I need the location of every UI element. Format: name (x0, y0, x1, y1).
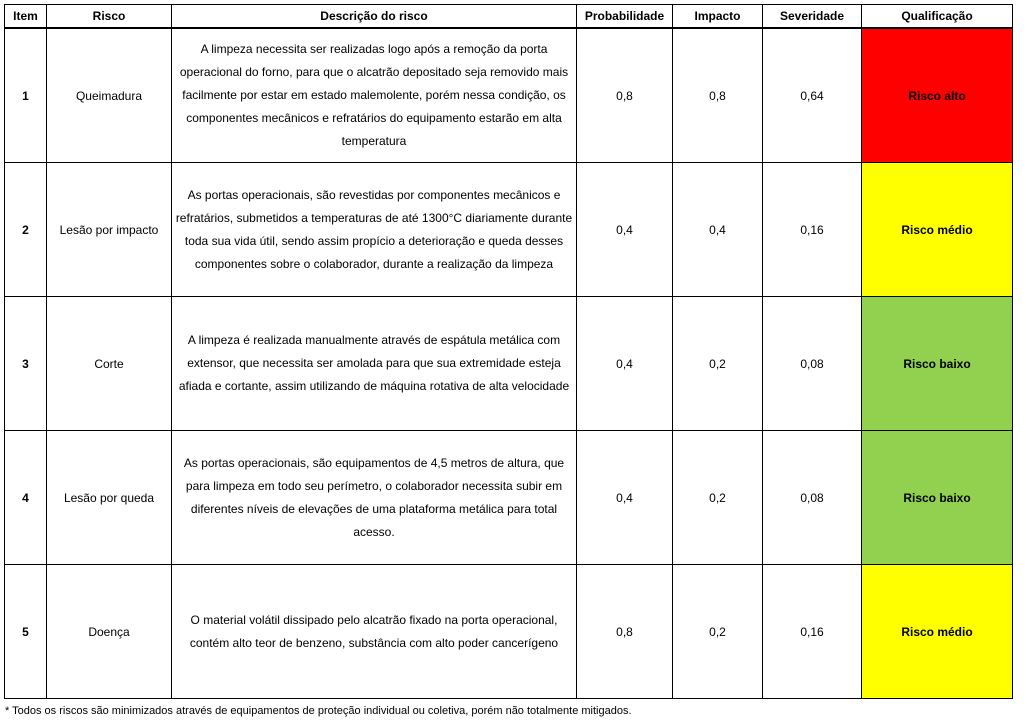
cell-severidade: 0,64 (763, 28, 862, 163)
cell-risco: Corte (47, 297, 172, 431)
cell-qualificacao: Risco baixo (862, 297, 1013, 431)
table-row (5, 28, 1013, 163)
header-risco: Risco (47, 5, 172, 29)
cell-descricao: As portas operacionais, são equipamentos de 4,5 metros de altura, que para limpeza em todo seu perímetro, o colaborador necessita subir em diferentes níveis de elevações de uma plataforma metálica para total acesso. (172, 431, 577, 565)
cell-risco: Doença (47, 565, 172, 699)
cell-impacto: 0,2 (673, 565, 763, 699)
cell-severidade: 0,16 (763, 565, 862, 699)
cell-impacto: 0,4 (673, 163, 763, 297)
table-row (5, 565, 1013, 699)
cell-qualificacao: Risco baixo (862, 431, 1013, 565)
cell-qualificacao: Risco médio (862, 565, 1013, 699)
header-probabilidade: Probabilidade (577, 5, 673, 29)
cell-descricao: O material volátil dissipado pelo alcatrão fixado na porta operacional, contém alto teor de benzeno, substância com alto poder cancerígeno (172, 565, 577, 699)
cell-severidade: 0,16 (763, 163, 862, 297)
cell-probabilidade: 0,4 (577, 297, 673, 431)
cell-item: 3 (5, 297, 47, 431)
table-row (5, 431, 1013, 565)
cell-descricao: A limpeza necessita ser realizadas logo após a remoção da porta operacional do forno, para que o alcatrão depositado seja removido mais facilmente por estar em estado malemolente, porém nessa condição, os componentes mecânicos e refratários do equipamento estarão em alta temperatura (172, 28, 577, 163)
header-row (5, 5, 1013, 29)
table-row (5, 163, 1013, 297)
cell-risco: Lesão por impacto (47, 163, 172, 297)
header-qualificacao: Qualificação (862, 5, 1013, 29)
risk-table (4, 4, 1013, 699)
table-row (5, 297, 1013, 431)
header-impacto: Impacto (673, 5, 763, 29)
cell-descricao: As portas operacionais, são revestidas por componentes mecânicos e refratários, submetidos a temperaturas de até 1300°C diariamente durante toda sua vida útil, sendo assim propício a deterioração e queda desses componentes sobre o colaborador, durante a realização da limpeza (172, 163, 577, 297)
cell-impacto: 0,8 (673, 28, 763, 163)
cell-probabilidade: 0,8 (577, 565, 673, 699)
cell-probabilidade: 0,8 (577, 28, 673, 163)
cell-qualificacao: Risco médio (862, 163, 1013, 297)
cell-probabilidade: 0,4 (577, 163, 673, 297)
cell-item: 4 (5, 431, 47, 565)
header-item: Item (5, 5, 47, 29)
cell-item: 5 (5, 565, 47, 699)
header-descricao: Descrição do risco (172, 5, 577, 29)
cell-severidade: 0,08 (763, 431, 862, 565)
cell-impacto: 0,2 (673, 297, 763, 431)
cell-severidade: 0,08 (763, 297, 862, 431)
header-severidade: Severidade (763, 5, 862, 29)
cell-impacto: 0,2 (673, 431, 763, 565)
cell-item: 2 (5, 163, 47, 297)
cell-descricao: A limpeza é realizada manualmente através de espátula metálica com extensor, que necessita ser amolada para que sua extremidade esteja afiada e cortante, assim utilizando de máquina rotativa de alta velocidade (172, 297, 577, 431)
footnote: * Todos os riscos são minimizados através de equipamentos de proteção individual ou coletiva, porém não totalmente mitigados. (5, 705, 632, 717)
cell-probabilidade: 0,4 (577, 431, 673, 565)
cell-item: 1 (5, 28, 47, 163)
cell-risco: Lesão por queda (47, 431, 172, 565)
cell-risco: Queimadura (47, 28, 172, 163)
cell-qualificacao: Risco alto (862, 28, 1013, 163)
